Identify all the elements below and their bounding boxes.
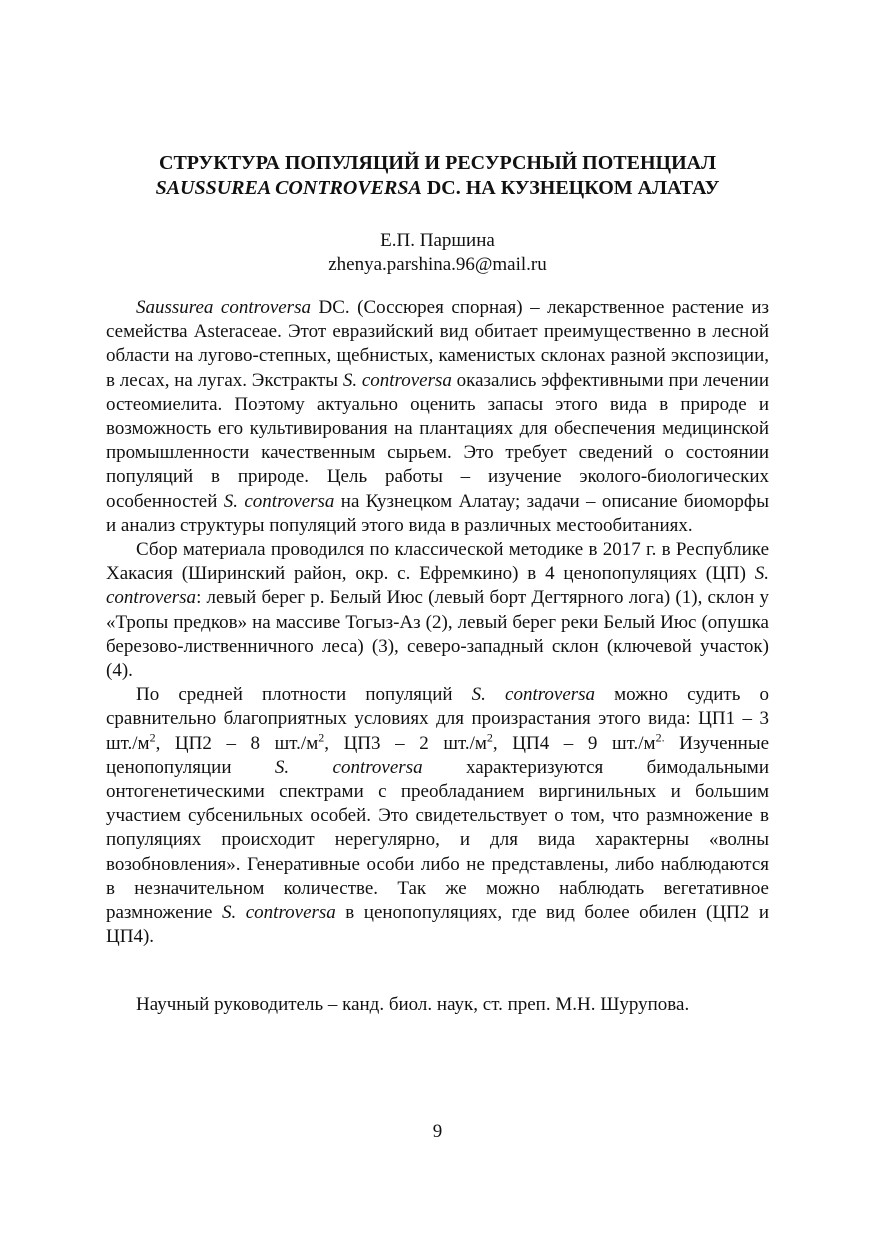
superscript: 2.	[655, 730, 665, 745]
superscript: 2	[486, 730, 493, 745]
species-name: S. controversa	[106, 563, 769, 609]
author-email: zhenya.parshina.96@mail.ru	[328, 254, 547, 275]
paragraph-results	[106, 683, 769, 949]
superscript: 2	[149, 730, 156, 745]
article-body	[106, 296, 769, 949]
title-line-2-rest: DC. НА КУЗНЕЦКОМ АЛАТАУ	[421, 177, 720, 199]
paragraph-text: в ценопопуляциях, где вид более обилен (ЦП2 и ЦП4).	[106, 902, 769, 948]
paragraph-text: DC. (Соссюрея спорная) – лекарственное растение из семейства Asteraceae. Этот евразийский вид обитает преимущественно в лесной области на лугово-степных, щебнистых, каменистых склонах разной экспозиции, в лесах, на лугах. Экстракты	[106, 297, 769, 391]
paragraph-text: : левый берег р. Белый Июс (левый борт Дегтярного лога) (1), склон у «Тропы предков» на массиве Тогыз-Аз (2), левый берег реки Белый Июс (опушка березово-лиственничного леса) (3), северо-западный склон (ключевой участок) (4).	[106, 587, 769, 682]
title-line-1: СТРУКТУРА ПОПУЛЯЦИЙ И РЕСУРСНЫЙ ПОТЕНЦИАЛ	[159, 152, 716, 174]
species-name: Saussurea controversa	[136, 297, 311, 318]
superscript: 2	[318, 730, 325, 745]
title-species-name: SAUSSUREA CONTROVERSA	[155, 177, 422, 199]
paragraph-text: , ЦП2 – 8 шт./м	[155, 732, 319, 754]
species-name: S. controversa	[221, 902, 336, 924]
paragraph-text: , ЦП4 – 9 шт./м	[492, 732, 656, 754]
paragraph-text: , ЦП3 – 2 шт./м	[324, 732, 487, 754]
paragraph-text: на Кузнецком Алатау; задачи – описание биоморфы и анализ структуры популяций этого вида в различных местообитаниях.	[106, 490, 769, 536]
paragraph-intro	[106, 296, 769, 538]
article-title	[106, 151, 769, 201]
paragraph-text: можно судить о сравнительно благоприятных условиях для произрастания этого вида: ЦП1 – 3 шт./м	[106, 684, 769, 754]
title-line-2	[106, 176, 769, 201]
paragraph-text: оказались эффективными при лечении остеомиелита. Поэтому актуально оценить запасы этого вида в природе и возможность его культивирования на плантациях для обеспечения медицинской промышленности качественным сырьем. Это требует сведений о состоянии популяций в природе. Цель работы – изучение эколого-биологических особенностей	[106, 369, 769, 512]
species-name: S. controversa	[274, 756, 423, 778]
scientific-advisor: Научный руководитель – канд. биол. наук, ст. преп. М.Н. Шурупова.	[136, 994, 690, 1015]
species-name: S. controversa	[471, 684, 596, 706]
paragraph-text: Сбор материала проводился по классической методике в 2017 г. в Республике Хакасия (Ширинский район, окр. с. Ефремкино) в 4 ценопопуляциях (ЦП)	[106, 539, 769, 585]
author-block	[106, 229, 769, 277]
paragraph-text: характеризуются бимодальными онтогенетическими спектрами с преобладанием виргинильных и большим участием субсенильных особей. Это свидетельствует о том, что размножение в популяциях происходит нерегулярно, и для вида характерны «волны возобновления». Генеративные особи либо не представлены, либо наблюдаются в незначительном количестве. Так же можно наблюдать вегетативное размножение	[106, 756, 769, 924]
page-number: 9	[432, 1121, 443, 1142]
paragraph-text: Изученные ценопопуляции	[106, 732, 770, 778]
paragraph-text: По средней плотности популяций	[136, 684, 472, 706]
species-name: S. controversa	[223, 490, 335, 512]
species-name: S. controversa	[342, 369, 452, 391]
author-name: Е.П. Паршина	[380, 230, 495, 251]
paragraph-methods	[106, 538, 769, 683]
